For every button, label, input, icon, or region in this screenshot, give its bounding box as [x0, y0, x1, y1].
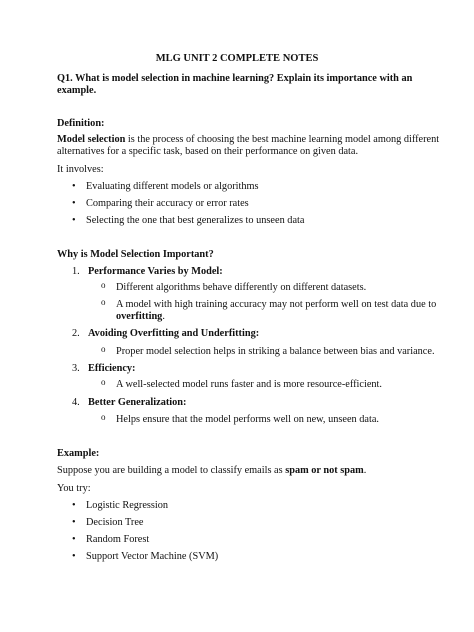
you-try: You try:	[57, 483, 91, 494]
list-item-text: Logistic Regression	[86, 500, 169, 511]
example-heading: Example:	[57, 448, 100, 459]
definition-heading: Definition:	[57, 118, 105, 129]
bullet-marker: •	[72, 198, 76, 209]
list-item-text: Decision Tree	[86, 517, 144, 528]
overfitting-term: overfitting	[116, 311, 163, 322]
reason-point-text: Different algorithms behave differently on different datasets.	[116, 282, 367, 293]
definition-term: Model selection	[57, 134, 126, 145]
reason-title: Efficiency:	[88, 363, 136, 374]
reason-number: 2.	[72, 328, 80, 339]
sub-marker: o	[101, 280, 106, 290]
bullet-marker: •	[72, 181, 76, 192]
example-text	[57, 464, 427, 478]
list-item-text: Random Forest	[86, 534, 150, 545]
bullet-marker: •	[72, 215, 76, 226]
example-bold: spam or not spam	[285, 465, 364, 476]
reason-point-text: A model with high training accuracy may not perform well on test data due to	[116, 299, 437, 310]
list-item-text: Comparing their accuracy or error rates	[86, 198, 249, 209]
reason-point-text: Helps ensure that the model performs well on new, unseen data.	[116, 414, 379, 425]
sub-marker: o	[101, 344, 106, 354]
reason-point-continuation	[116, 310, 165, 324]
why-heading: Why is Model Selection Important?	[57, 249, 214, 260]
question-line-2: example.	[57, 85, 97, 96]
reason-number: 3.	[72, 363, 80, 374]
reason-title: Avoiding Overfitting and Underfitting:	[88, 328, 260, 339]
example-post: .	[363, 465, 367, 476]
reason-title: Performance Varies by Model:	[88, 266, 223, 277]
bullet-marker: •	[72, 534, 76, 545]
definition-line-2: alternatives for a specific task, based on their performance on given data.	[57, 146, 359, 157]
reason-point-text: Proper model selection helps in striking a balance between bias and variance.	[116, 346, 435, 357]
list-item-text: Support Vector Machine (SVM)	[86, 551, 219, 562]
involves-intro: It involves:	[57, 164, 104, 175]
reason-point-text: A well-selected model runs faster and is more resource-efficient.	[116, 379, 382, 390]
reason-number: 4.	[72, 397, 80, 408]
sub-marker: o	[101, 412, 106, 422]
list-item-text: Selecting the one that best generalizes to unseen data	[86, 215, 305, 226]
list-item-text: Evaluating different models or algorithms	[86, 181, 259, 192]
document-title: MLG UNIT 2 COMPLETE NOTES	[155, 53, 319, 64]
bullet-marker: •	[72, 517, 76, 528]
sub-marker: o	[101, 297, 106, 307]
sub-marker: o	[101, 377, 106, 387]
reason-number: 1.	[72, 266, 80, 277]
continuation-period: .	[162, 311, 165, 322]
reason-title: Better Generalization:	[88, 397, 187, 408]
question-line-1: Q1. What is model selection in machine learning? Explain its importance with an	[57, 73, 413, 84]
example-pre: Suppose you are building a model to classify emails as	[57, 465, 286, 476]
bullet-marker: •	[72, 551, 76, 562]
bullet-marker: •	[72, 500, 76, 511]
definition-rest: is the process of choosing the best machine learning model among different	[125, 134, 440, 145]
